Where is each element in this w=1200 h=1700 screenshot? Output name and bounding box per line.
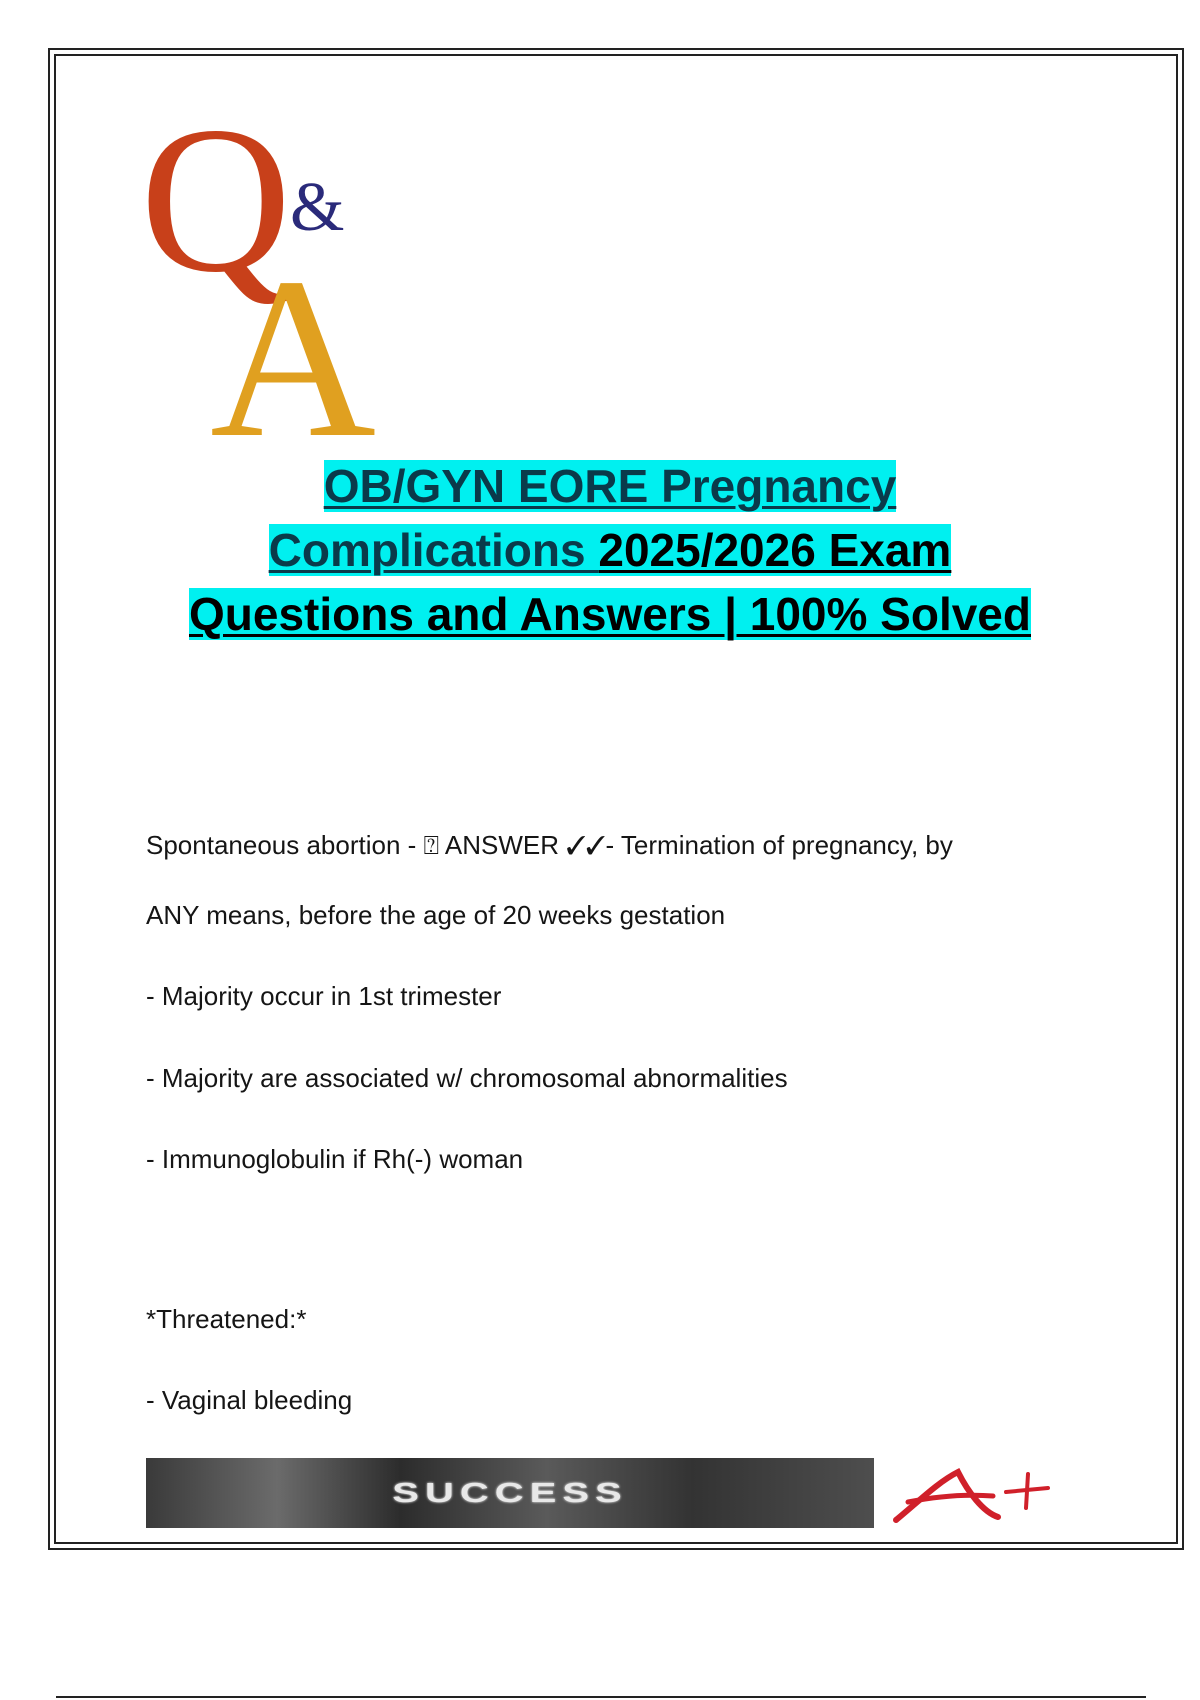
a-plus-grade-text: A+: [888, 1462, 890, 1463]
success-banner: [146, 1458, 874, 1528]
title-text-2a: Complications: [268, 524, 599, 576]
a-plus-grade-icon: [888, 1462, 1058, 1532]
logo-a-letter: A: [210, 230, 377, 450]
title-text-3: Questions and Answers | 100% Solved: [189, 588, 1031, 640]
logo-ampersand: &: [290, 169, 345, 246]
title-text-2b: 2025/2026 Exam: [598, 524, 952, 576]
logo-q-letter: Q: [140, 84, 292, 316]
section-heading: *Threatened:*: [146, 1304, 307, 1334]
document-title: [100, 454, 1120, 646]
title-line-3: [100, 582, 1120, 646]
success-banner-text: SUCCESS: [392, 1477, 628, 1509]
bullet-item: - Vaginal bleeding: [146, 1385, 353, 1415]
page-bottom-rule: [56, 1696, 1146, 1698]
title-line-1: [100, 454, 1120, 518]
qa-logo: [140, 80, 400, 450]
title-line-2: [100, 518, 1120, 582]
bullet-item: - Majority occur in 1st trimester: [146, 981, 502, 1011]
bullet-item: - Immunoglobulin if Rh(-) woman: [146, 1144, 524, 1174]
bullet-item: - Majority are associated w/ chromosomal abnormalities: [146, 1063, 788, 1093]
answer-line-2: ANY means, before the age of 20 weeks gestation: [146, 900, 726, 930]
title-text-1: OB/GYN EORE Pregnancy: [323, 460, 897, 512]
answer-line-1: Spontaneous abortion - ⍰ ANSWER ✓✓- Termination of pregnancy, by: [146, 830, 953, 860]
